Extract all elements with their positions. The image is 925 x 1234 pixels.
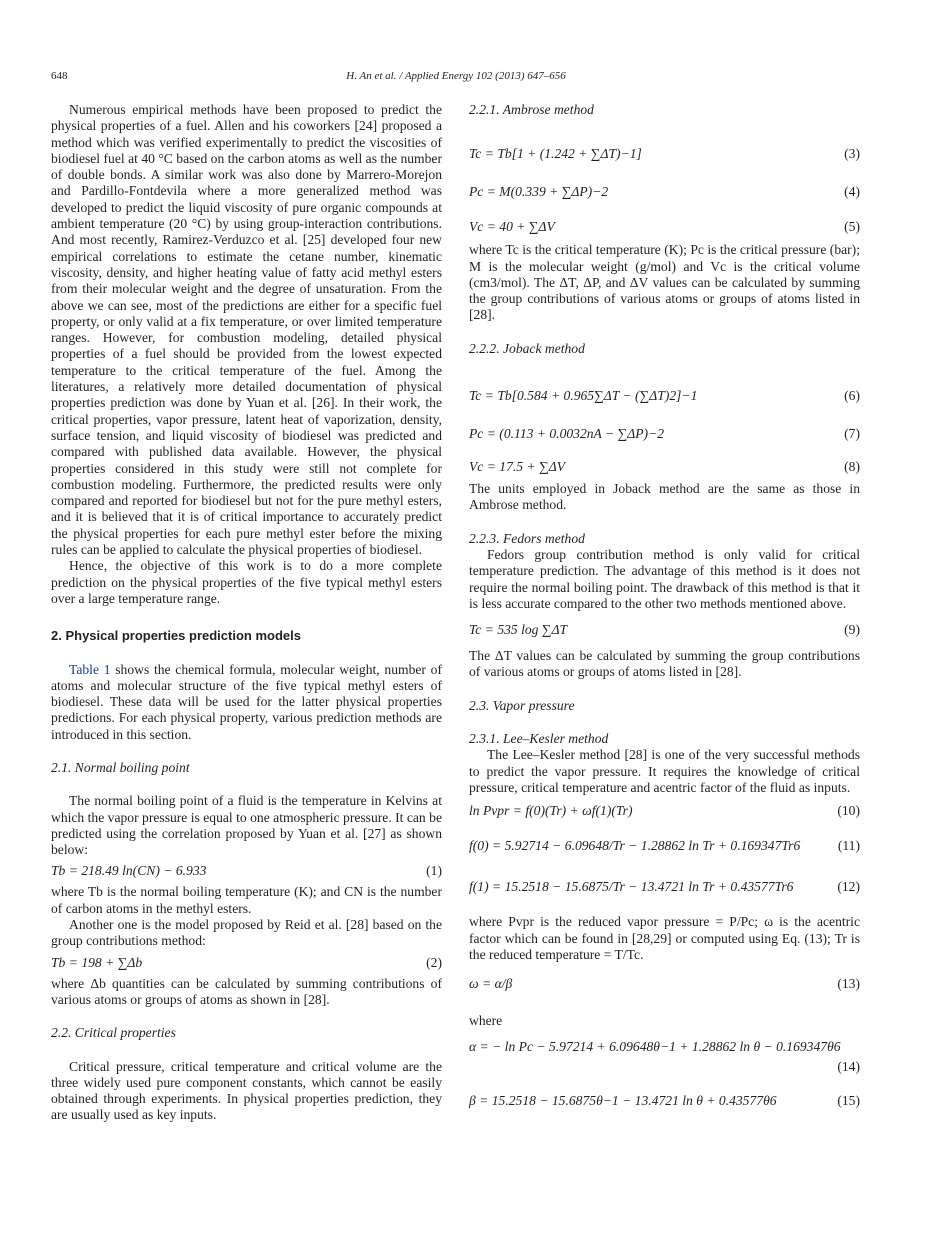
equation-body: α = − ln Pc − 5.97214 + 6.09648θ−1 + 1.28862 ln θ − 0.169347θ6 bbox=[469, 1039, 841, 1055]
equation-number: (8) bbox=[844, 458, 860, 474]
paragraph: Critical pressure, critical temperature and critical volume are the three widely used pure component constants, which cannot be easily obtained through experiments. In physical properties prediction, they are usually used as key inputs. bbox=[51, 1058, 442, 1123]
subsection-heading: 2.1. Normal boiling point bbox=[51, 759, 190, 775]
subsection-heading: 2.2.2. Joback method bbox=[469, 340, 585, 356]
paragraph: where bbox=[469, 1013, 503, 1029]
paragraph: where Tb is the normal boiling temperature (K); and CN is the number of carbon atoms in the methyl esters. bbox=[51, 884, 442, 916]
equation-9 bbox=[469, 612, 860, 648]
subsection-heading: 2.2.3. Fedors method bbox=[469, 530, 585, 546]
equation-number: (9) bbox=[844, 622, 860, 637]
equation-number: (13) bbox=[837, 975, 860, 991]
equation-7 bbox=[469, 415, 860, 453]
equation-number: (1) bbox=[426, 863, 442, 879]
equation-number: (10) bbox=[837, 803, 860, 819]
equation-body: f(0) = 5.92714 − 6.09648/Tr − 1.28862 ln Tr + 0.169347Tr6 bbox=[469, 838, 801, 854]
equation-body: Tc = Tb[0.584 + 0.965∑ΔT − (∑ΔT)2]−1 bbox=[469, 387, 698, 403]
equation-body: ln Pvpr = f(0)(Tr) + ωf(1)(Tr) bbox=[469, 803, 633, 819]
equation-8 bbox=[469, 453, 860, 481]
journal-citation: H. An et al. / Applied Energy 102 (2013) 647–656 bbox=[346, 70, 566, 82]
equation-body: Pc = (0.113 + 0.0032nA − ∑ΔP)−2 bbox=[469, 425, 665, 441]
equation-body: Tc = Tb[1 + (1.242 + ∑ΔT)−1] bbox=[469, 146, 642, 162]
equation-15 bbox=[469, 1089, 860, 1113]
paragraph: Table 1 shows the chemical formula, molecular weight, number of atoms and molecular structure of the five typical methyl esters of biodiesel. These data will be used for the latter physical properties predictions. For each physical property, various prediction methods are introduced in this section. bbox=[51, 661, 442, 742]
paragraph: where Tc is the critical temperature (K); Pc is the critical pressure (bar); M is the molecular weight (g/mol) and Vc is the critical volume (cm3/mol). The ΔT, ΔP, and ΔV values can be calculated by summing the group contributions of various atoms or groups of atoms listed in [28]. bbox=[469, 242, 860, 323]
equation-3 bbox=[469, 136, 860, 172]
equation-body: Pc = M(0.339 + ∑ΔP)−2 bbox=[469, 184, 609, 200]
equation-number: (5) bbox=[844, 219, 860, 235]
equation-number: (12) bbox=[837, 879, 860, 895]
equation-body: Vc = 40 + ∑ΔV bbox=[469, 219, 555, 235]
paragraph: The Lee–Kesler method [28] is one of the very successful methods to predict the vapor pressure. It requires the knowledge of critical pressure, critical temperature and acentric factor of the fluid as inputs. bbox=[469, 747, 860, 795]
paragraph: Hence, the objective of this work is to do a more complete prediction on the physical properties of the five typical methyl esters over a large temperature range. bbox=[51, 558, 442, 606]
subsection-heading: 2.2. Critical properties bbox=[51, 1025, 176, 1041]
equation-number: (3) bbox=[844, 146, 860, 162]
equation-number: (7) bbox=[844, 425, 860, 441]
equation-body: Tc = 535 log ∑ΔT bbox=[469, 622, 568, 637]
equation-number: (2) bbox=[426, 954, 442, 970]
section-heading: 2. Physical properties prediction models bbox=[51, 628, 301, 644]
equation-2 bbox=[51, 950, 442, 976]
equation-14-number-row bbox=[469, 1057, 860, 1077]
paragraph: The normal boiling point of a fluid is the temperature in Kelvins at which the vapor pressure is equal to one atmospheric pressure. It can be predicted using the correlation proposed by Yuan et al. [27] as shown below: bbox=[51, 793, 442, 858]
subsection-heading: 2.3. Vapor pressure bbox=[469, 697, 575, 713]
table-link[interactable]: Table 1 bbox=[69, 661, 111, 677]
equation-number: (4) bbox=[844, 184, 860, 200]
equation-body: Tb = 218.49 ln(CN) − 6.933 bbox=[51, 863, 207, 879]
equation-11 bbox=[469, 826, 860, 866]
equation-6 bbox=[469, 377, 860, 415]
equation-number: (6) bbox=[844, 387, 860, 403]
paragraph: where Pvpr is the reduced vapor pressure = P/Pc; ω is the acentric factor which can be found in [28,29] or computed using Eq. (13); Tr is the reduced temperature = T/Tc. bbox=[469, 914, 860, 962]
paragraph: The units employed in Joback method are the same as those in Ambrose method. bbox=[469, 481, 860, 513]
equation-body: Vc = 17.5 + ∑ΔV bbox=[469, 458, 566, 474]
paragraph: The ΔT values can be calculated by summing the group contributions of various atoms or groups of atoms listed in [28]. bbox=[469, 648, 860, 680]
equation-5 bbox=[469, 212, 860, 242]
equation-number: (11) bbox=[837, 838, 860, 854]
equation-body: β = 15.2518 − 15.6875θ−1 − 13.4721 ln θ + 0.43577θ6 bbox=[469, 1093, 777, 1109]
equation-body: ω = α/β bbox=[469, 975, 513, 991]
equation-body: Tb = 198 + ∑Δb bbox=[51, 954, 143, 970]
subsection-heading: 2.3.1. Lee–Kesler method bbox=[469, 731, 609, 747]
equation-1 bbox=[51, 858, 442, 884]
equation-12 bbox=[469, 866, 860, 908]
right-column bbox=[469, 102, 860, 1113]
equation-number: (15) bbox=[837, 1093, 860, 1109]
equation-4 bbox=[469, 172, 860, 212]
equation-14 bbox=[469, 1037, 860, 1057]
equation-10 bbox=[469, 796, 860, 826]
subsection-heading: 2.2.1. Ambrose method bbox=[469, 102, 594, 117]
paragraph: Another one is the model proposed by Reid et al. [28] based on the group contributions method: bbox=[51, 917, 442, 949]
equation-number: (14) bbox=[837, 1059, 860, 1075]
paragraph: Fedors group contribution method is only valid for critical temperature prediction. The advantage of this method is it does not require the normal boiling point. The drawback of this method is that it is less accurate compared to the other two methods mentioned above. bbox=[469, 546, 860, 611]
page-number: 648 bbox=[51, 70, 68, 82]
paragraph: Numerous empirical methods have been proposed to predict the physical properties of a fuel. Allen and his coworkers [24] proposed a method which was verified experimentally to predict the viscosities of biodiesel fuel at 40 °C based on the carbon atoms as well as the number of double bonds. A similar work was also done by Marrero-Morejon and Pardillo-Fontdevila where a more generalized method was developed to predict the liquid viscosity of pure organic compounds at ambient temperature (20 °C) by using group-interaction contributions. And most recently, Ramirez-Verduzco et al. [25] developed four new empirical correlations to estimate the cetane number, kinematic viscosity, density, and higher heating value of fatty acid methyl esters from their molecular weight and the degree of unsaturation. From the above we can see, most of the predictions are either for a specific fuel property, or only valid at a fix temperature, or over limited temperature ranges. However, for combustion modeling, detailed physical properties of a fuel should be provided from the lowest expected temperature to the critical temperature of the fuel. Among the literatures, a relatively more detailed documentation of physical properties prediction was done by Yuan et al. [26]. In their work, the critical properties, vapor pressure, latent heat of vaporization, density, surface tension, and liquid viscosity of biodiesel was predicted and compared with published data available. However, the physical properties considered in this study were still not complete for combustion modeling. Furthermore, the predicted results were only compared and reported for biodiesel but not for the pure methyl esters, and it is believed that it is of critical importance to accurately predict the physical properties for each pure methyl ester before the mixing rules can be applied to calculate the physical properties of biodiesel. bbox=[51, 102, 442, 558]
paragraph: where Δb quantities can be calculated by summing contributions of various atoms or groups of atoms as shown in [28]. bbox=[51, 975, 442, 1007]
left-column bbox=[51, 102, 442, 1124]
equation-body: f(1) = 15.2518 − 15.6875/Tr − 13.4721 ln Tr + 0.43577Tr6 bbox=[469, 879, 794, 895]
equation-13 bbox=[469, 963, 860, 1005]
